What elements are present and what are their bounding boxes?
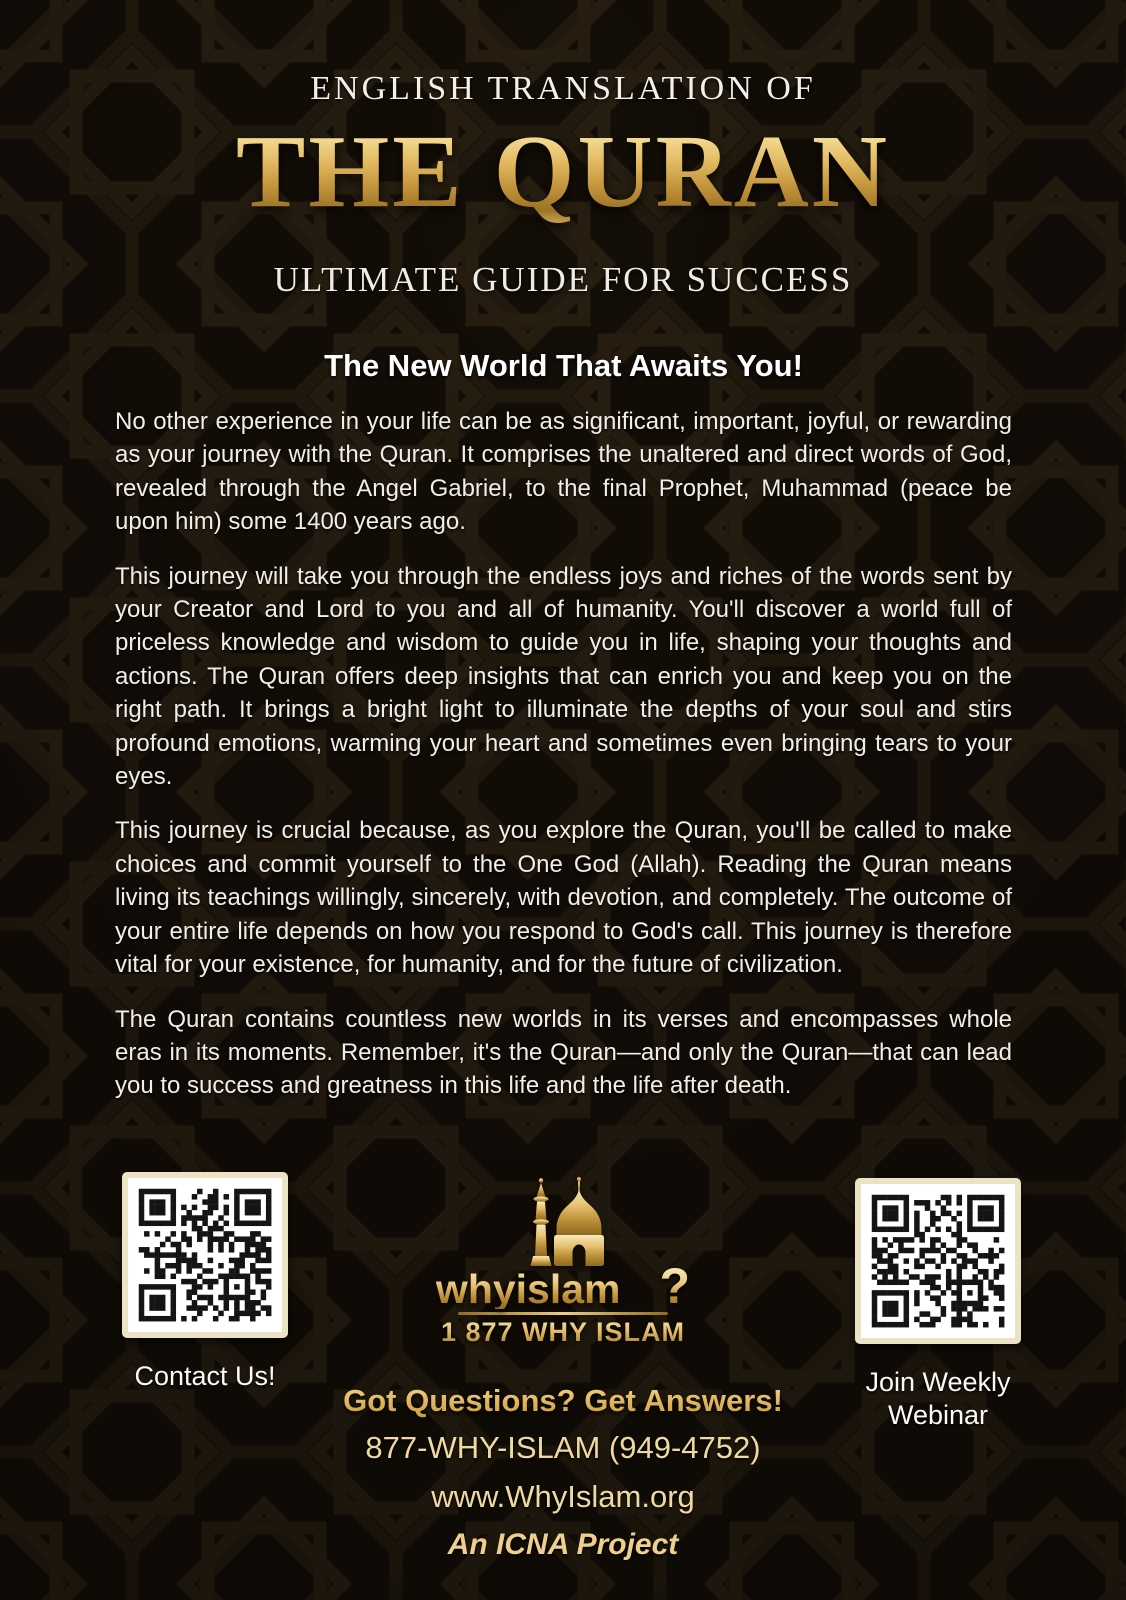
mosque-icon [478, 1176, 648, 1268]
question-mark: ? [659, 1258, 691, 1314]
website-link[interactable]: www.WhyIslam.org [431, 1479, 695, 1514]
contact-column [110, 1172, 300, 1393]
org-suffix: .org [636, 1281, 649, 1307]
contact-qr-code [122, 1172, 288, 1338]
page-title: THE QURAN [0, 112, 1126, 231]
whyislam-logo-text [338, 1258, 788, 1314]
project-credit: An ICNA Project [447, 1528, 679, 1561]
brand-column [338, 1176, 788, 1562]
phone-number: 877-WHY-ISLAM (949-4752) [365, 1430, 761, 1465]
article-heading: The New World That Awaits You! [324, 348, 803, 383]
subtitle-text: ULTIMATE GUIDE FOR SUCCESS [273, 260, 853, 299]
kicker-text: ENGLISH TRANSLATION OF [310, 70, 816, 107]
paragraph-3: This journey is crucial because, as you explore the Quran, you'll be called to make choices and commit yourself to the One God (Allah). Reading the Quran means living its teachings willingly, sincerely, with devotion, and completely. The outcome of your entire life depends on how you respond to God's call. This journey is therefore vital for your existence, for humanity, and for the future of civilization. [115, 817, 1012, 979]
brand-word: whyislam [435, 1266, 621, 1312]
webinar-caption [843, 1366, 1033, 1432]
qr-code-image [133, 1183, 277, 1327]
webinar-column [843, 1178, 1033, 1432]
webinar-qr-code [855, 1178, 1021, 1344]
paragraph-4: The Quran contains countless new worlds in its verses and encompasses whole eras in its moments. Remember, it's the Quran—and only the Quran—that can lead you to success and greatness in this life and the life after death. [115, 1005, 1012, 1100]
cta-text: Got Questions? Get Answers! [338, 1383, 788, 1419]
qr-code-image [866, 1189, 1010, 1333]
paragraph-2: This journey will take you through the endless joys and riches of the words sent by your Creator and Lord to you and all of humanity. You'll discover a world full of priceless knowledge and wisdom to guide you in life, shaping your thoughts and actions. The Quran offers deep insights that can enrich you and keep you on the right path. It brings a bright light to illuminate the depths of your soul and stirs profound emotions, warming your heart and sometimes even bringing tears to your eyes. [115, 562, 1012, 791]
paragraph-1: No other experience in your life can be as significant, important, joyful, or rewarding as your journey with the Quran. It comprises the unaltered and direct words of God, revealed through the Angel Gabriel, to the final Prophet, Muhammad (peace be upon him) some 1400 years ago. [115, 408, 1012, 536]
article [115, 348, 1012, 1103]
webinar-caption-line1: Join Weekly [865, 1367, 1011, 1397]
logo-divider [458, 1312, 668, 1315]
contact-caption: Contact Us! [134, 1361, 276, 1391]
webinar-caption-line2: Webinar [887, 1400, 989, 1430]
logo-phone-banner: 1 877 WHY ISLAM [338, 1319, 788, 1346]
